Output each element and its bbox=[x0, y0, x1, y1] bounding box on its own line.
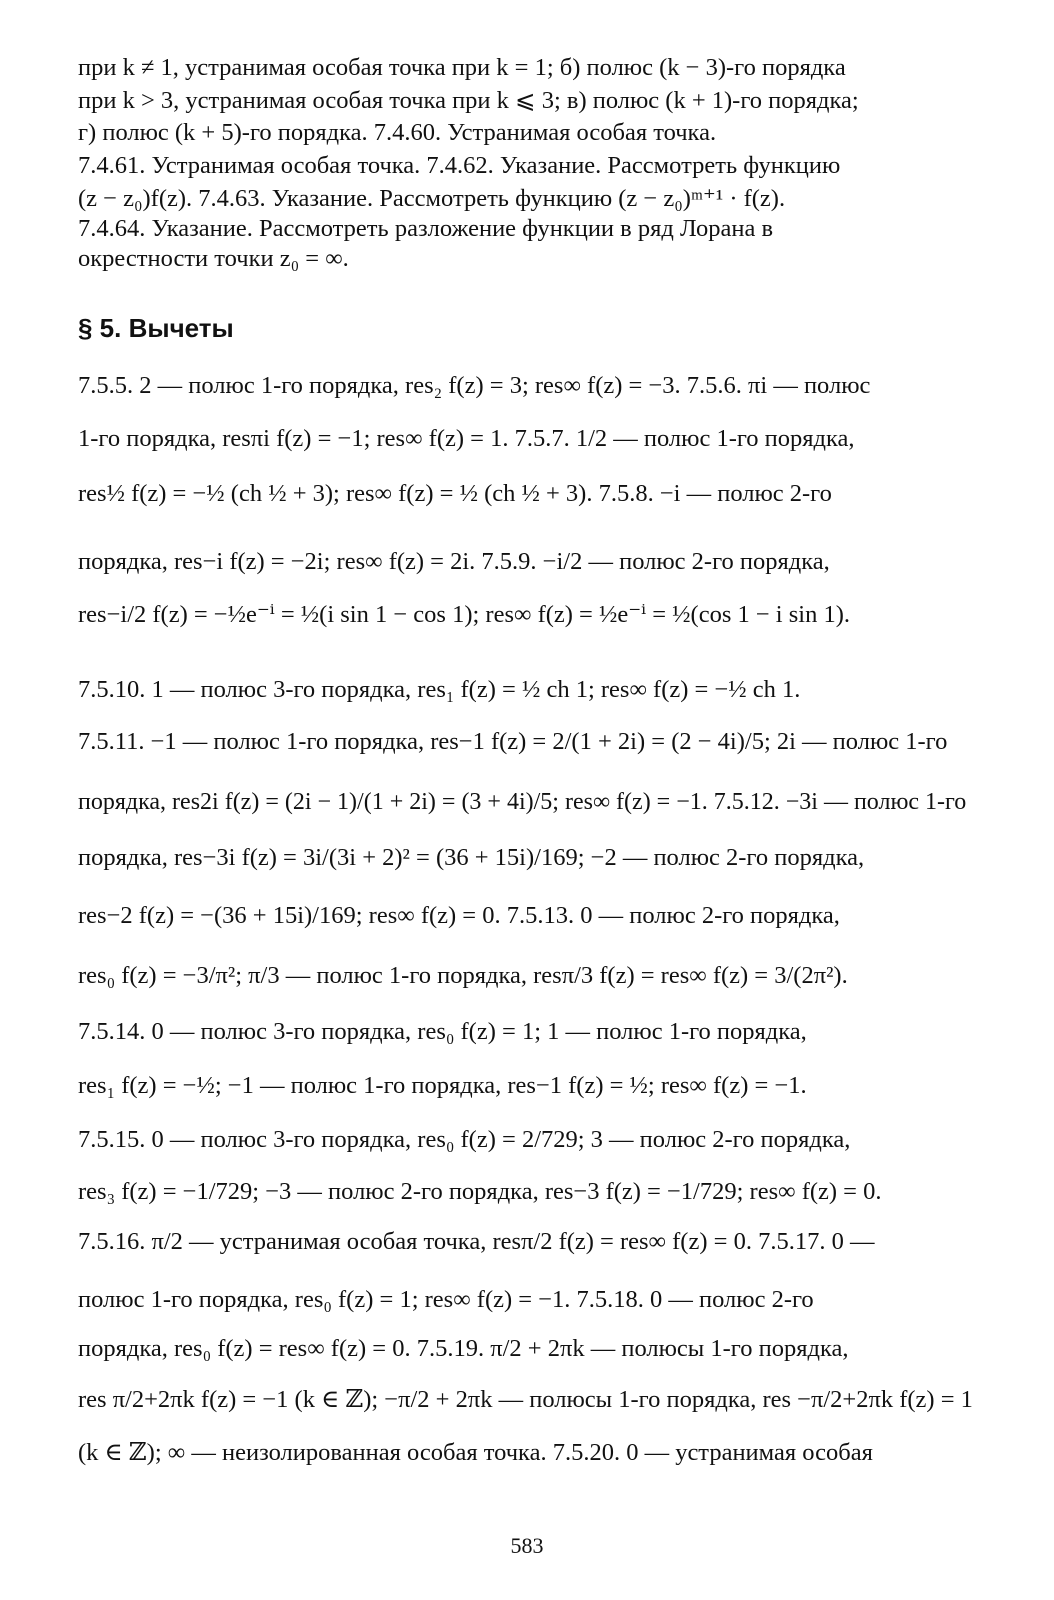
answer-line: 7.5.5. 2 — полюс 1-го порядка, res₂ f(z) = 3; res∞ f(z) = −3. 7.5.6. πi — полюс bbox=[78, 372, 871, 399]
answer-line: 7.5.10. 1 — полюс 3-го порядка, res₁ f(z) = ½ ch 1; res∞ f(z) = −½ ch 1. bbox=[78, 676, 801, 703]
text-line: 7.4.61. Устранимая особая точка. 7.4.62. Указание. Рассмотреть функцию bbox=[78, 152, 841, 179]
answer-line: res−2 f(z) = −(36 + 15i)/169; res∞ f(z) = 0. 7.5.13. 0 — полюс 2-го порядка, bbox=[78, 902, 840, 929]
answer-line: (k ∈ ℤ); ∞ — неизолированная особая точка. 7.5.20. 0 — устранимая особая bbox=[78, 1439, 873, 1466]
answer-line: 7.5.14. 0 — полюс 3-го порядка, res₀ f(z) = 1; 1 — полюс 1-го порядка, bbox=[78, 1018, 807, 1045]
text-line: г) полюс (k + 5)-го порядка. 7.4.60. Устранимая особая точка. bbox=[78, 119, 717, 146]
text-line: окрестности точки z₀ = ∞. bbox=[78, 245, 349, 272]
answer-line: 7.5.15. 0 — полюс 3-го порядка, res₀ f(z) = 2/729; 3 — полюс 2-го порядка, bbox=[78, 1126, 851, 1153]
page-number: 583 bbox=[510, 1533, 544, 1558]
answer-line: порядка, res₀ f(z) = res∞ f(z) = 0. 7.5.19. π/2 + 2πk — полюсы 1-го порядка, bbox=[78, 1335, 849, 1362]
section-heading: § 5. Вычеты bbox=[78, 313, 234, 343]
answer-line: порядка, res−i f(z) = −2i; res∞ f(z) = 2i. 7.5.9. −i/2 — полюс 2-го порядка, bbox=[78, 548, 830, 575]
answer-line: res₀ f(z) = −3/π²; π/3 — полюс 1-го порядка, resπ/3 f(z) = res∞ f(z) = 3/(2π²). bbox=[78, 962, 848, 989]
answer-line: полюс 1-го порядка, res₀ f(z) = 1; res∞ f(z) = −1. 7.5.18. 0 — полюс 2-го bbox=[78, 1286, 814, 1313]
answer-line: res−i/2 f(z) = −½e⁻ⁱ = ½(i sin 1 − cos 1); res∞ f(z) = ½e⁻ⁱ = ½(cos 1 − i sin 1). bbox=[78, 601, 850, 628]
text-line: (z − z₀)f(z). 7.4.63. Указание. Рассмотреть функцию (z − z₀)ᵐ⁺¹ · f(z). bbox=[78, 185, 786, 212]
answer-line: res₃ f(z) = −1/729; −3 — полюс 2-го порядка, res−3 f(z) = −1/729; res∞ f(z) = 0. bbox=[78, 1178, 882, 1205]
answer-line: res₁ f(z) = −½; −1 — полюс 1-го порядка, res−1 f(z) = ½; res∞ f(z) = −1. bbox=[78, 1072, 807, 1099]
answer-line: порядка, res2i f(z) = (2i − 1)/(1 + 2i) = (3 + 4i)/5; res∞ f(z) = −1. 7.5.12. −3i — полюс 1-го bbox=[78, 789, 967, 815]
answer-line: res π/2+2πk f(z) = −1 (k ∈ ℤ); −π/2 + 2πk — полюсы 1-го порядка, res −π/2+2πk f(z) = 1 bbox=[78, 1386, 973, 1413]
answer-line: 1-го порядка, resπi f(z) = −1; res∞ f(z) = 1. 7.5.7. 1/2 — полюс 1-го порядка, bbox=[78, 425, 855, 452]
answer-line: res½ f(z) = −½ (ch ½ + 3); res∞ f(z) = ½ (ch ½ + 3). 7.5.8. −i — полюс 2-го bbox=[78, 480, 832, 507]
answer-line: 7.5.16. π/2 — устранимая особая точка, resπ/2 f(z) = res∞ f(z) = 0. 7.5.17. 0 — bbox=[78, 1228, 875, 1255]
answer-line: порядка, res−3i f(z) = 3i/(3i + 2)² = (36 + 15i)/169; −2 — полюс 2-го порядка, bbox=[78, 844, 865, 871]
answer-line: 7.5.11. −1 — полюс 1-го порядка, res−1 f(z) = 2/(1 + 2i) = (2 − 4i)/5; 2i — полюс 1-го bbox=[78, 728, 948, 755]
text-line: при k > 3, устранимая особая точка при k ⩽ 3; в) полюс (k + 1)-го порядка; bbox=[78, 87, 859, 114]
text-line: 7.4.64. Указание. Рассмотреть разложение функции в ряд Лорана в bbox=[78, 215, 774, 242]
text-line: при k ≠ 1, устранимая особая точка при k = 1; б) полюс (k − 3)-го порядка bbox=[78, 54, 846, 81]
